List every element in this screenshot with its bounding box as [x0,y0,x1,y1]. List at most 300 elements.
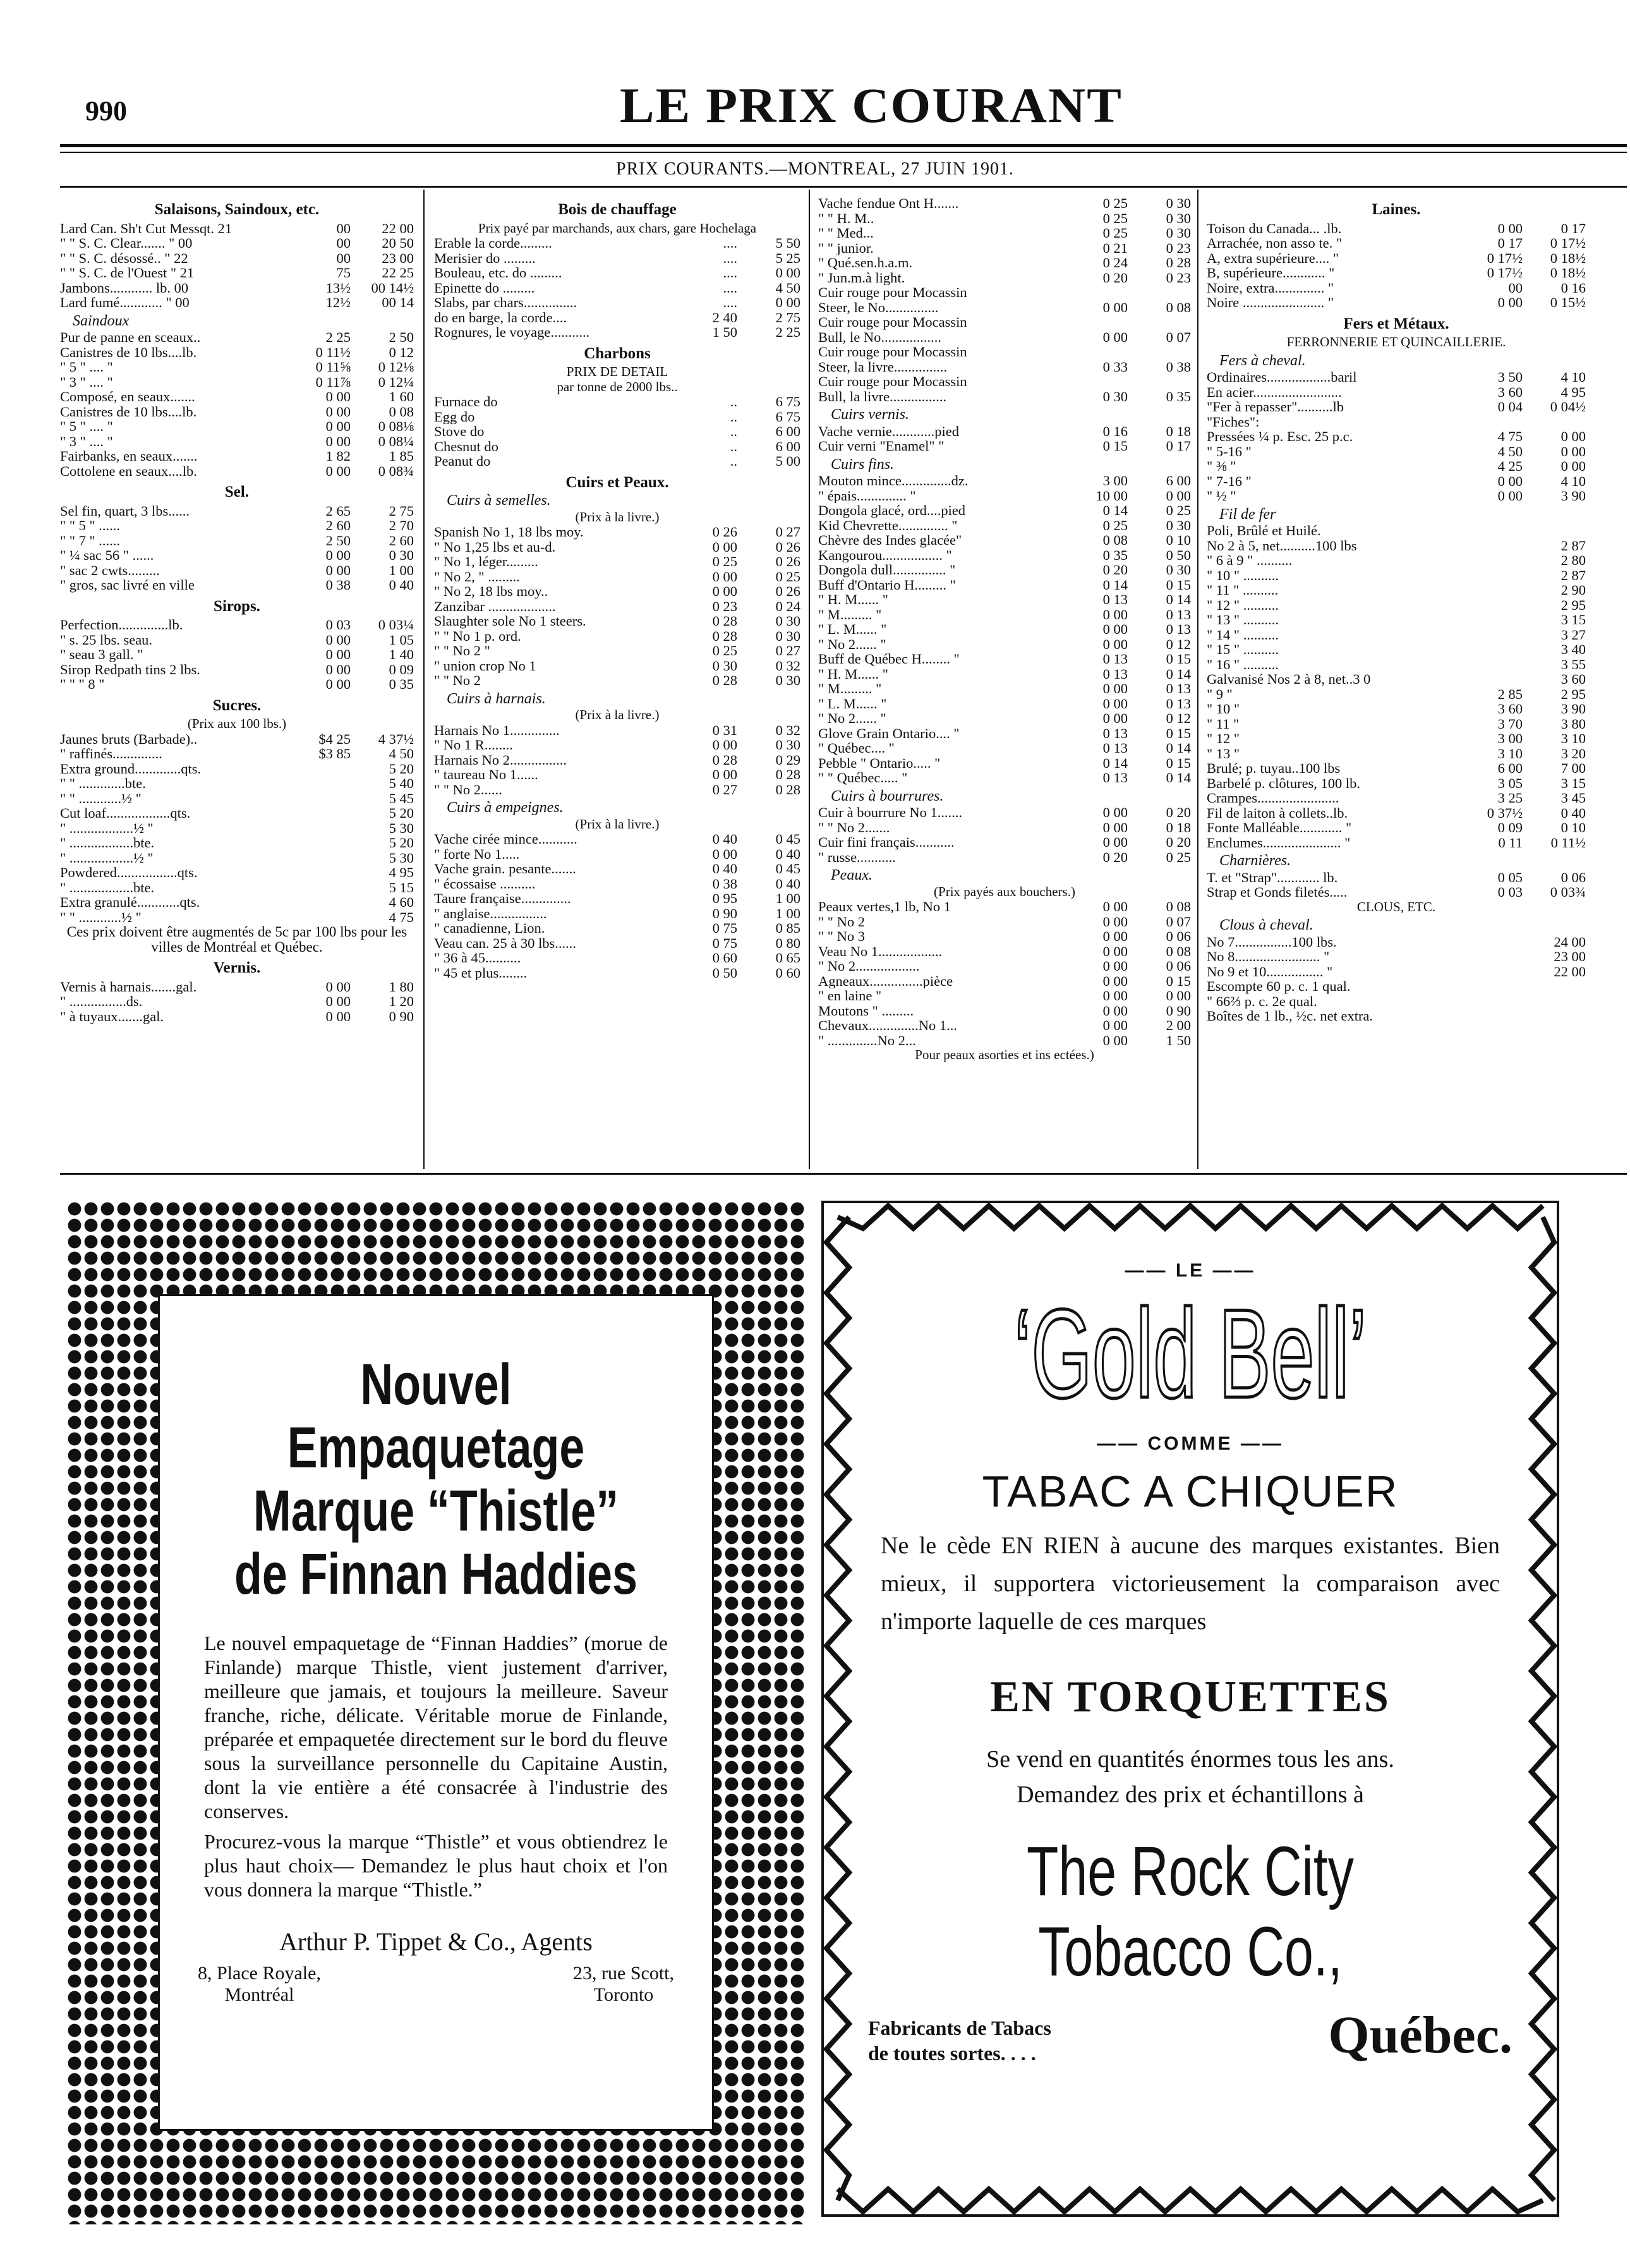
price-low: 0 00 [325,978,351,995]
thistle-ad-body: Le nouvel empaquetage de “Finnan Haddies” (morue de Finlande) marque Thistle, vient justement d'arriver, meilleure que jamais, et toujours la meilleure. Saveur franche, riche, délicate. Véritable morue de Finlande, préparée et empaquetée directement sur le bord du fleuve sous la surveillance personnelle du Capitaine Austin, dont la vie entière a été consacrée à l'industrie des conserves. [204,1632,668,1822]
price-high: 0 18½ [1550,250,1586,266]
price-row [60,345,414,360]
thistle-ad-addresses [198,1963,674,2006]
price-row [60,617,414,633]
price-row [60,746,414,761]
price-low [1464,523,1523,538]
item-label: Egg do [434,409,475,424]
thistle-ad-panel [158,1294,714,2131]
price-high: 4 95 [389,864,414,880]
item-label: " " No 3 [818,929,865,944]
price-high: 2 95 [1561,686,1586,702]
price-high: 0 30 [1166,225,1191,241]
price-low: .... [723,294,737,310]
price-low: 0 17 [1497,235,1523,251]
item-label: " 5 " .... " [60,419,113,434]
item-label: " forte No 1..... [434,846,520,861]
price-high: 2 00 [1166,1017,1191,1033]
price-row [1207,236,1586,251]
price-low: .... [723,279,737,296]
item-label: Moutons " ......... [818,1003,914,1018]
item-label: Strap et Gonds filetés..... [1207,885,1348,900]
price-low: 0 00 [325,993,351,1009]
price-low: 0 03 [1497,884,1523,900]
price-row [60,647,414,662]
price-row [818,503,1191,518]
price-low: .... [723,250,737,266]
price-row [1207,979,1586,994]
price-high: 0 14 [1166,770,1191,785]
price-high: 1 00 [389,562,414,578]
price-low: 0 20 [1102,562,1128,578]
item-label: Erable la corde......... [434,236,552,251]
price-low: 0 40 [712,861,737,876]
price-row [60,633,414,648]
note-text: (Prix à la livre.) [575,509,660,525]
item-label: Bull, le No................. [818,329,941,344]
price-high: 3 27 [1561,626,1586,643]
price-low: 0 14 [1102,755,1128,771]
item-label: " ..................bte. [60,880,155,895]
price-row [434,767,800,782]
price-row [818,360,1191,375]
masthead-title: LE PRIX COURANT [620,78,1123,133]
price-low: 0 00 [1102,834,1128,850]
price-row [60,791,414,806]
item-label: Boîtes de 1 lb., ½c. net extra. [1207,1009,1373,1024]
price-low [1464,935,1523,950]
price-row [818,315,1191,330]
price-low: 0 11⅞ [315,373,351,390]
price-high: 5 20 [389,805,414,821]
price-high: 0 08 [389,403,414,420]
price-high: 3 10 [1561,731,1586,746]
price-high: 5 20 [389,760,414,777]
price-row [818,196,1191,211]
item-label: Vache grain. pesante....... [434,861,576,876]
price-low: 0 16 [1102,423,1128,439]
price-low: 0 17½ [1487,250,1523,266]
price-low: 0 25 [712,554,737,569]
item-label: " H. M...... " [818,592,888,607]
item-label: " 14 " .......... [1207,627,1279,642]
price-low [293,761,351,777]
price-row [818,592,1191,607]
note-text: CLOUS, ETC. [1356,899,1436,914]
item-label: " union crop No 1 [434,658,536,673]
price-low: 13½ [325,279,351,296]
price-high: 0 13 [1166,606,1191,622]
price-low: 0 04 [1497,399,1523,415]
price-row [818,533,1191,548]
price-row [1207,474,1586,489]
price-high: 0 06 [1166,958,1191,974]
price-low: 0 25 [1102,210,1128,226]
price-high: 0 14 [1166,665,1191,682]
price-high: 0 16 [1561,279,1586,296]
price-high: 0 27 [775,643,800,658]
item-label: " 66⅔ p. c. 2e qual. [1207,993,1317,1009]
price-low: 0 00 [1102,329,1128,345]
item-label: " ..................½ " [60,820,154,835]
price-row [818,300,1191,315]
price-high: 2 70 [389,518,414,533]
price-high: 0 09 [389,661,414,677]
price-high [1128,344,1191,360]
price-low: 0 00 [1102,1017,1128,1033]
section-heading: Cuirs et Peaux. [565,473,669,491]
price-row [1207,553,1586,568]
price-row [1207,1009,1586,1024]
price-high: 0 00 [1561,458,1586,474]
price-row [1207,806,1586,821]
price-row [818,1004,1191,1019]
price-low: 0 00 [712,568,737,585]
price-low: 0 11 [1498,834,1523,851]
subsection-heading: Clous à cheval. [1219,917,1313,933]
price-high: 0 26 [775,554,800,569]
item-label: B, supérieure............ " [1207,265,1335,281]
price-row [818,974,1191,989]
price-low: 0 00 [1102,943,1128,959]
price-low: 0 00 [1102,804,1128,820]
price-low: 0 00 [712,767,737,782]
item-label: " épais.............. " [818,488,916,503]
dateline: PRIX COURANTS.—MONTREAL, 27 JUIN 1901. [616,159,1014,179]
price-row [60,835,414,851]
price-row [60,360,414,375]
price-low [293,895,351,910]
item-label: " No 2, 18 lbs moy.. [434,584,548,599]
price-row [1207,701,1586,717]
price-low: 0 14 [1102,502,1128,518]
section-heading: Charbons [584,344,651,362]
price-low: 0 23 [712,598,737,614]
price-low: 0 13 [1102,770,1128,785]
price-row [60,295,414,310]
item-label: " L. M...... " [818,696,887,711]
item-label: " " 5 " ...... [60,518,121,533]
price-high: 4 10 [1561,369,1586,385]
price-low: .... [723,265,737,281]
item-label: Lard Can. Sh't Cut Messqt. 21 [60,221,232,236]
subsection-heading: Cuirs fins. [831,456,895,473]
price-high: 3 80 [1561,715,1586,732]
price-row [1207,444,1586,459]
price-high: 22 25 [382,265,414,281]
price-row [434,906,800,921]
price-low [1464,628,1523,643]
price-row [818,637,1191,652]
price-high: 3 60 [1561,671,1586,687]
header-rule-thin [60,152,1627,153]
price-row [1207,776,1586,791]
item-label: Vache fendue Ont H....... [818,196,959,211]
item-label: Cuir rouge pour Mocassin [818,315,967,330]
item-label: " ..................bte. [60,835,155,851]
price-row [60,236,414,251]
price-high: 0 25 [1166,849,1191,865]
price-low: 0 11⅝ [315,359,351,375]
section-heading: Bois de chauffage [558,201,677,218]
price-row [60,464,414,479]
price-low: 0 00 [325,646,351,662]
price-high: 0 12 [1166,710,1191,726]
item-label: Fil de laiton à collets..lb. [1207,805,1348,820]
price-row [60,563,414,578]
price-high: 0 30 [1166,517,1191,533]
price-row [60,389,414,404]
price-high: 0 14 [1166,740,1191,756]
item-label: " " ............½ " [60,909,142,925]
price-row [818,548,1191,563]
item-label: Furnace do [434,394,498,409]
item-label: " Jun.m.à light. [818,270,905,285]
item-label: " 9 " [1207,686,1233,701]
item-label: " L. M...... " [818,622,887,637]
price-high: 0 08 [1166,299,1191,315]
item-label: " anglaise................ [434,906,547,921]
item-label: " ½ " [1207,488,1236,504]
price-high: 00 14 [382,294,414,310]
price-high [1523,994,1586,1009]
quebec-city: Québec. [1328,2006,1512,2065]
price-high [1523,1009,1586,1024]
price-low [1070,285,1128,300]
item-label: Vache vernie............pied [818,423,960,439]
price-low: 0 25 [1102,196,1128,211]
price-low: .. [730,438,737,454]
price-high: 0 13 [1166,695,1191,712]
price-high: 2 50 [389,329,414,345]
item-label: Pressées ¼ p. Esc. 25 p.c. [1207,429,1353,444]
subsection-heading: Cuirs à semelles. [447,492,551,509]
price-high: 0 12 [1166,636,1191,652]
price-high: 0 06 [1166,928,1191,944]
price-row [434,847,800,862]
subsection-heading: Cuirs à bourrures. [831,787,944,804]
item-label: Epinette do ......... [434,280,535,295]
price-low: 1 50 [712,324,737,340]
price-low [293,821,351,836]
price-high: 6 75 [775,394,800,409]
price-high: 5 20 [389,835,414,851]
price-low: 3 70 [1497,715,1523,732]
item-label: Sel fin, quart, 3 lbs...... [60,503,190,518]
price-high: 1 40 [389,646,414,662]
item-label: Dongola dull............... " [818,562,956,578]
item-label: Zanzibar ................... [434,598,556,614]
price-low: 0 50 [712,964,737,981]
price-low: 0 13 [1102,651,1128,667]
note-text: (Prix à la livre.) [575,707,660,722]
price-low: 2 50 [325,532,351,549]
price-high: 4 37½ [378,731,414,747]
price-low [293,835,351,851]
price-low: 0 27 [712,781,737,797]
price-high: 5 30 [389,820,414,836]
item-label: " No 2...... " [818,636,886,652]
price-row [818,226,1191,241]
item-label: Agneaux...............pièce [818,973,953,988]
price-high: 4 50 [389,746,414,761]
price-row [818,424,1191,439]
price-low: 0 00 [1102,710,1128,726]
price-high: 2 87 [1561,567,1586,583]
price-row [818,899,1191,914]
price-high: 0 30 [389,547,414,563]
price-row [60,548,414,563]
column-salaisons [60,196,414,1169]
price-high: 0 23 [1166,240,1191,256]
price-low: 0 13 [1102,665,1128,682]
price-high: 0 10 [1561,820,1586,835]
item-label: " No 1 R........ [434,737,513,753]
price-row [60,375,414,390]
item-label: Peaux vertes,1 lb, No 1 [818,899,951,914]
price-row [1207,459,1586,474]
price-low [1464,949,1523,964]
item-label: " ................ds. [60,994,143,1009]
price-high: 2 80 [1561,552,1586,568]
price-low: 0 31 [712,722,737,738]
item-label: En acier......................... [1207,384,1342,399]
price-low: 0 00 [1102,299,1128,315]
item-label: Vernis à harnais.......gal. [60,979,197,994]
price-low [293,806,351,821]
price-high: 0 29 [775,751,800,768]
price-high: 2 87 [1561,537,1586,554]
item-label: Cottolene en seaux....lb. [60,463,197,478]
price-row [60,994,414,1009]
price-row [1207,568,1586,583]
price-row [818,488,1191,504]
price-row [1207,746,1586,761]
item-label: No 8........................ " [1207,949,1330,964]
item-label: " M......... " [818,607,882,622]
price-row [60,851,414,866]
price-low [1464,672,1523,687]
price-high: 1 60 [389,389,414,404]
price-low: 0 20 [1102,269,1128,286]
price-high: 1 00 [775,890,800,906]
item-label: "Fiches": [1207,414,1260,429]
price-low [1070,315,1128,330]
item-label: " raffinés.............. [60,746,162,761]
price-row [1207,628,1586,643]
item-label: Peanut do [434,454,491,469]
item-label: Chèvre des Indes glacée" [818,533,962,548]
item-label: Rognures, le voyage........... [434,325,590,340]
price-row [818,850,1191,865]
price-columns [60,190,1627,1169]
price-high: 0 90 [1166,1002,1191,1019]
price-low: 0 37½ [1487,804,1523,821]
price-row [60,865,414,880]
price-row [434,737,800,753]
price-high: 0 18½ [1550,265,1586,281]
item-label: Harnais No 2................ [434,752,567,767]
price-high: 0 30 [1166,562,1191,578]
price-low: 0 15 [1102,438,1128,454]
price-high: 0 60 [775,964,800,981]
price-low: 0 00 [712,583,737,599]
price-high: 0 18 [1166,423,1191,439]
item-label: Taure française.............. [434,891,571,906]
price-high: 0 30 [775,737,800,753]
price-high: 3 15 [1561,775,1586,791]
item-label: " 5-16 " [1207,444,1252,459]
price-high: 3 90 [1561,701,1586,717]
price-high: 0 27 [775,524,800,540]
price-row [434,394,800,409]
item-label: Noire, extra.............. " [1207,280,1334,295]
item-label: Arrachée, non asso te. " [1207,236,1343,251]
price-low [1070,344,1128,360]
price-low: 0 26 [712,524,737,540]
price-high: 0 30 [1166,196,1191,211]
price-row [1207,370,1586,385]
price-row [818,241,1191,256]
price-row [434,525,800,540]
price-high: 3 40 [1561,641,1586,657]
price-row [434,236,800,251]
price-row [434,614,800,629]
thistle-ad-agents: Arthur P. Tippet & Co., Agents [279,1927,593,1956]
price-high: 0 85 [775,920,800,936]
price-row [818,726,1191,741]
page-number: 990 [85,95,127,126]
price-high: 23 00 [1554,949,1586,964]
item-label: " 7-16 " [1207,473,1252,488]
price-row [818,562,1191,578]
price-low: 0 25 [1102,517,1128,533]
price-row [434,950,800,966]
price-row [60,662,414,677]
price-row [60,449,414,464]
price-high: 1 80 [389,978,414,995]
price-high: 24 00 [1554,933,1586,950]
item-label: " No 1, léger......... [434,554,538,569]
item-label: " canadienne, Lion. [434,921,545,936]
price-row [818,929,1191,944]
price-row [1207,870,1586,885]
price-low: 2 25 [325,329,351,345]
price-low: 0 00 [325,676,351,692]
price-low [1464,415,1523,430]
price-high: 1 20 [389,993,414,1009]
price-low: 0 28 [712,628,737,644]
note-text: Pour peaux asorties et ins ectées.) [915,1047,1094,1062]
price-low: 0 00 [325,389,351,404]
item-label: " " S. C. Clear....... " 00 [60,236,193,251]
price-high [1128,315,1191,330]
item-label: " ..............No 2... [818,1033,916,1048]
price-low: 4 50 [1497,443,1523,459]
price-high: 0 13 [1166,621,1191,637]
price-row [434,251,800,266]
item-label: Kangourou................. " [818,547,952,562]
item-label: Noire ....................... " [1207,295,1334,310]
price-high: 0 25 [1166,502,1191,518]
item-label: No 7................100 lbs. [1207,934,1337,949]
gold-bell-lines: Se vend en quantités énormes tous les ans. Demandez des prix et échantillons à [986,1746,1394,1808]
item-label: Buff de Québec H........ " [818,652,960,667]
thistle-ad-title: Nouvel Empaquetage Marque “Thistle” de Finnan Haddies [234,1352,637,1606]
item-label: Enclumes...................... " [1207,835,1351,850]
price-low [293,791,351,806]
price-row [60,910,414,925]
